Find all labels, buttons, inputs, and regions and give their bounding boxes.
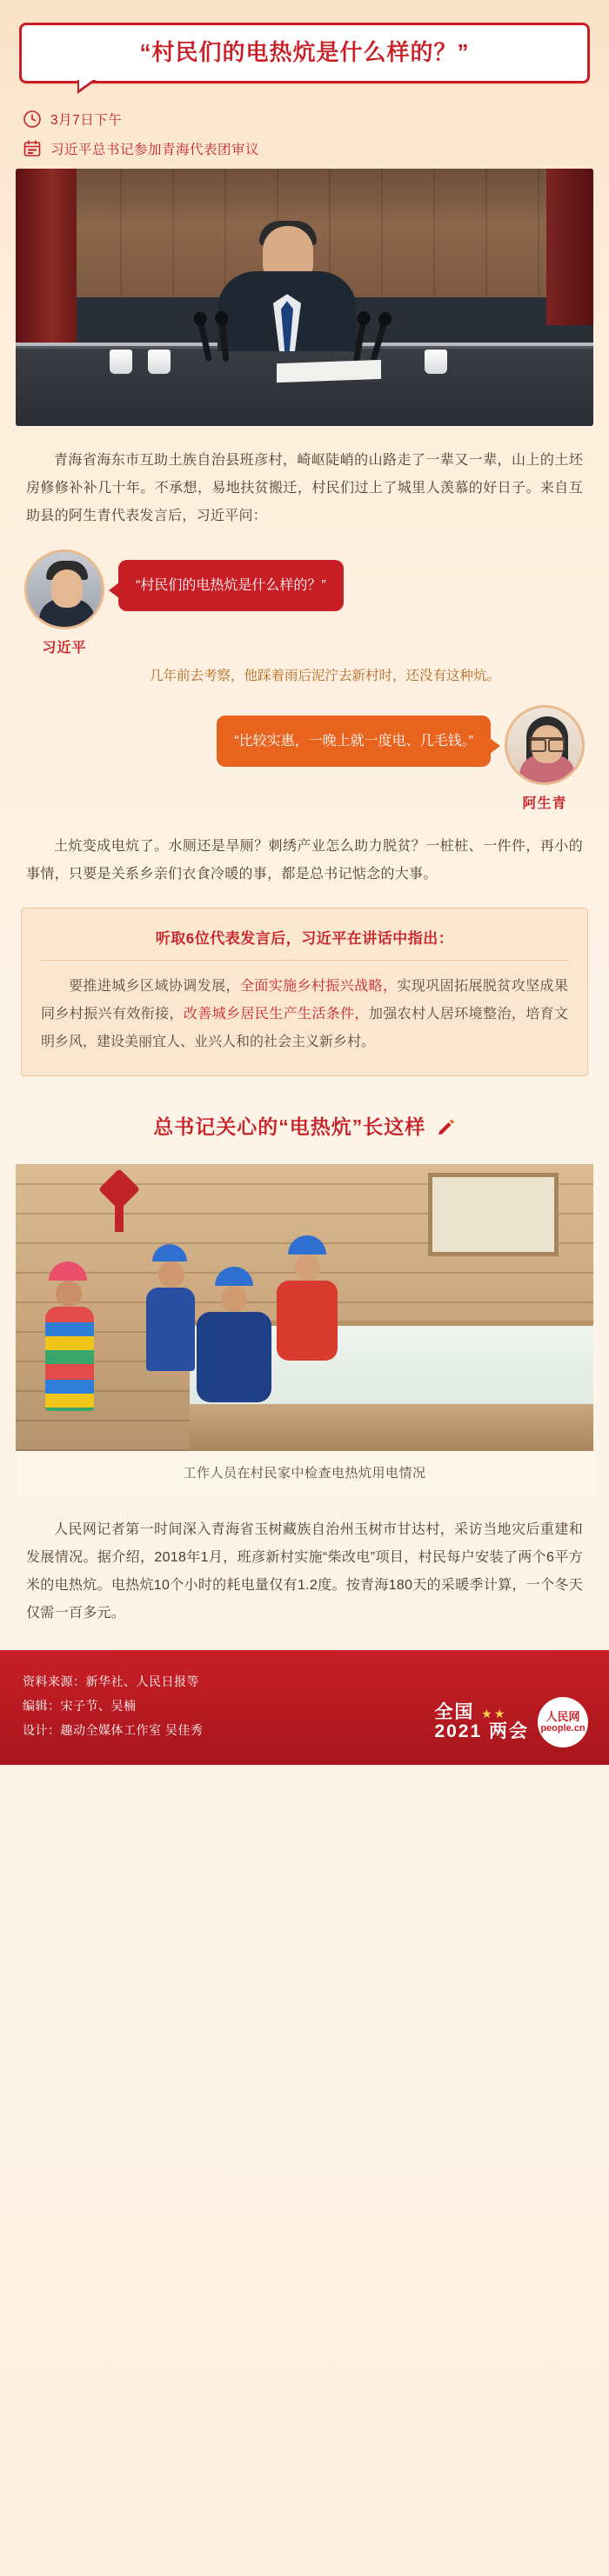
- dialogue-row-xi: [23, 549, 586, 656]
- speaker-xi: [23, 549, 106, 656]
- logo-line2: 2021: [434, 1721, 483, 1741]
- footer-source: 资料来源：新华社、人民日报等: [23, 1674, 199, 1688]
- meta-time-text: 3月7日下午: [50, 113, 123, 129]
- avatar: [505, 705, 585, 785]
- quote-card: [21, 908, 588, 1076]
- after-dialogue-paragraph: 土炕变成电炕了。水厕还是旱厕？刺绣产业怎么助力脱贫？一桩桩、一件件，再小的事情，只要是关系乡亲们衣食冷暖的事，都是总书记惦念的大事。: [26, 838, 583, 882]
- speaker-ashengqing: [503, 705, 586, 812]
- dialogue-section: [0, 530, 609, 811]
- worker-figure: [197, 1267, 271, 1402]
- meta-event-text: 习近平总书记参加青海代表团审议: [50, 143, 260, 158]
- avatar: [24, 549, 104, 629]
- footer-editor: 编辑：宋子节、吴楠: [23, 1698, 137, 1713]
- document-on-table: [277, 360, 381, 383]
- meta-section: [0, 83, 609, 158]
- star-icon: ★★: [481, 1706, 507, 1721]
- dialogue-row-ashengqing: [23, 705, 586, 812]
- speaker-name: 阿生青: [522, 795, 567, 811]
- card-part-3: 改善城乡居民生产生活条件，: [183, 1006, 369, 1022]
- footer: [0, 1650, 609, 1765]
- worker-figure: [146, 1244, 195, 1371]
- speech-bubble-ashengqing: “比较实惠，一晚上就一度电、几毛钱。”: [217, 716, 491, 767]
- logo-line1: 全国: [434, 1701, 475, 1722]
- clock-icon: [23, 110, 42, 129]
- title-bubble: [19, 23, 590, 83]
- quote-card-body: [41, 961, 568, 1056]
- card-part-0: 要推进城乡区域协调发展，: [69, 978, 240, 994]
- villager-figure: [45, 1261, 94, 1411]
- brand-logo: [434, 1697, 588, 1747]
- speaker-name: 习近平: [42, 641, 87, 656]
- meta-row-time: [23, 110, 588, 129]
- hero-table: [16, 346, 593, 426]
- hero-curtain-right: [546, 169, 593, 325]
- card-part-2: 实现巩固拓展脱贫攻坚成果同乡村振兴有效衔接，: [41, 978, 568, 1022]
- hero-photo: [16, 169, 593, 426]
- hero-speaker-figure: [218, 221, 357, 351]
- card-part-4: 加强农村人居环境整治，培育文明乡风，建设美丽宜人、业兴人和的社会主义新乡村。: [41, 1006, 568, 1049]
- quote-card-title: 听取6位代表发言后，习近平在讲话中指出：: [41, 926, 568, 961]
- chinese-knot-decoration: [99, 1171, 139, 1234]
- badge-line2: people.cn: [540, 1722, 586, 1734]
- section-heading-text: 总书记关心的“电热炕”长这样: [153, 1111, 425, 1140]
- dialogue-note: 几年前去考察，他踩着雨后泥泞去新村时，还没有这种炕。: [150, 669, 501, 684]
- intro-paragraph: 青海省海东市互助土族自治县班彦村，崎岖陡峭的山路走了一辈又一辈，山上的土坯房修修补补几十年。不承想，易地扶贫搬迁，村民们过上了城里人羡慕的好日子。来自互助县的阿生青代表发言后，习近平问：: [26, 453, 583, 524]
- window: [428, 1173, 559, 1256]
- worker-figure: [277, 1235, 338, 1361]
- pencil-icon: [437, 1118, 456, 1142]
- closing-paragraph: 人民网记者第一时间深入青海省玉树藏族自治州玉树市甘达村，采访当地灾后重建和发展情况。据介绍，2018年1月，班彦新村实施“柴改电”项目，村民每户安装了两个6平方米的电热炕。电热炕10个小时的耗电量仅有1.2度。按青海180天的采暖季计算，一个冬天仅需一百多元。: [26, 1521, 583, 1621]
- page-title: “村民们的电热炕是什么样的？”: [139, 39, 470, 65]
- calendar-icon: [23, 139, 42, 158]
- hero-curtain-left: [16, 169, 77, 343]
- heated-bed-front: [190, 1404, 593, 1451]
- teacup: [148, 349, 171, 374]
- teacup: [425, 349, 447, 374]
- people-cn-badge: [538, 1697, 588, 1747]
- teacup: [110, 349, 132, 374]
- card-part-1: 全面实施乡村振兴战略，: [239, 978, 398, 994]
- badge-line1: 人民网: [545, 1709, 580, 1723]
- meta-row-event: [23, 139, 588, 158]
- photo-caption: 工作人员在村民家中检查电热炕用电情况: [16, 1451, 593, 1495]
- logo-line3: 两会: [489, 1721, 529, 1741]
- section-heading: [0, 1102, 609, 1148]
- speech-bubble-xi: “村民们的电热炕是什么样的？”: [118, 560, 344, 611]
- footer-design: 设计：趣动全媒体工作室 吴佳秀: [23, 1722, 204, 1737]
- inspection-photo: [16, 1164, 593, 1451]
- title-section: [0, 0, 609, 83]
